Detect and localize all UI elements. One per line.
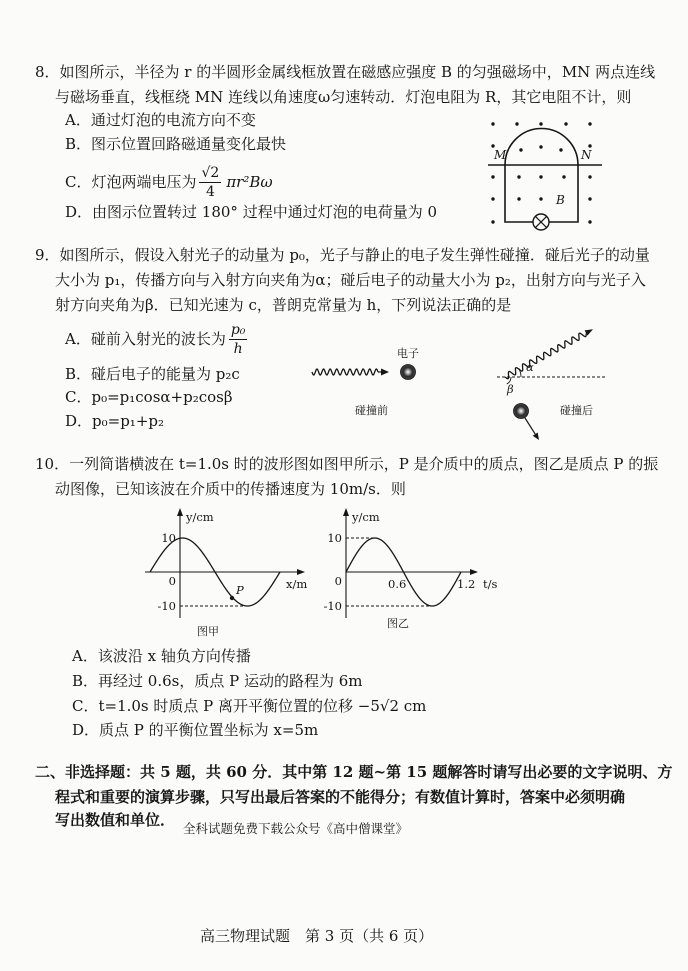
- field-dot: [517, 175, 520, 178]
- electron-after-icon: [514, 404, 529, 419]
- incident-photon-wave: [312, 369, 378, 375]
- q10-option-c: C．t=1.0s 时质点 P 离开平衡位置的位移 −5√2 cm: [72, 697, 427, 715]
- q9-stem-line-1: 9．如图所示，假设入射光子的动量为 p₀，光子与静止的电子发生弹性碰撞．碰后光子的动量: [35, 246, 650, 264]
- section-2-line-3: 写出数值和单位．: [55, 811, 176, 829]
- electron-label: 电子: [397, 347, 419, 360]
- q8-option-a: A．通过灯泡的电流方向不变: [65, 111, 256, 129]
- vibration-graph-figure-b: [315, 505, 505, 640]
- field-dot: [539, 122, 542, 125]
- fraction-numerator: √2: [201, 164, 220, 181]
- magnetic-field-diagram: [480, 110, 610, 240]
- photon-collision-diagram: [300, 315, 615, 450]
- q8-stem-line-2: 与磁场垂直，线框绕 MN 连线以角速度ω匀速转动．灯泡电阻为 R，其它电阻不计，则: [55, 88, 632, 106]
- origin-label: 0: [334, 574, 342, 588]
- field-dot: [588, 220, 591, 223]
- scattered-photon-wave: [505, 333, 586, 379]
- label-m: M: [494, 148, 507, 162]
- field-dot: [564, 122, 567, 125]
- q8-option-c: [65, 164, 273, 200]
- q8-option-d: D．由图示位置转过 180° 过程中通过灯泡的电荷量为 0: [65, 203, 438, 221]
- y-axis-label: y/cm: [352, 510, 380, 524]
- field-dot: [588, 197, 591, 200]
- q9-stem-line-3: 射方向夹角为β．已知光速为 c，普朗克常量为 h，下列说法正确的是: [55, 296, 512, 314]
- field-dot: [491, 197, 494, 200]
- y-min-label: -10: [323, 599, 342, 613]
- y-axis-arrow-icon: [177, 508, 183, 516]
- field-dot: [559, 148, 562, 151]
- field-dot: [491, 122, 494, 125]
- y-min-label: -10: [157, 599, 176, 613]
- y-max-label: 10: [327, 531, 342, 545]
- origin-label: 0: [168, 574, 176, 588]
- q9-option-d: D．p₀=p₁+p₂: [65, 412, 165, 430]
- q10-option-a: A．该波沿 x 轴负方向传播: [72, 647, 251, 665]
- q9-option-c: C．p₀=p₁cosα+p₂cosβ: [65, 388, 233, 406]
- section-2-line-1: 二、非选择题：共 5 题，共 60 分．其中第 12 题~第 15 题解答时请写出必要的文字说明、方: [35, 763, 673, 781]
- field-dot: [588, 122, 591, 125]
- q10-option-b: B．再经过 0.6s，质点 P 运动的路程为 6m: [72, 672, 363, 690]
- q10-option-d: D．质点 P 的平衡位置坐标为 x=5m: [72, 721, 319, 739]
- fraction-numerator: p₀: [230, 321, 246, 338]
- t-axis-label: t/s: [483, 577, 498, 591]
- q8-option-c-text: C．灯泡两端电压为: [65, 173, 197, 191]
- field-dot: [515, 122, 518, 125]
- field-dot: [588, 175, 591, 178]
- q9-option-b: B．碰后电子的能量为 p₂c: [65, 365, 240, 383]
- q9-option-a-text: A．碰前入射光的波长为: [65, 330, 226, 348]
- t-tick-label: 1.2: [457, 577, 476, 591]
- magnetic-field-dots: [491, 122, 591, 223]
- field-dot: [519, 148, 522, 151]
- q9-stem-line-2: 大小为 p₁，传播方向与入射方向夹角为α；碰后电子的动量大小为 p₂，出射方向与光子入: [55, 271, 646, 289]
- point-p-marker: [230, 596, 234, 600]
- after-caption: 碰撞后: [560, 404, 593, 417]
- lamp-icon: [533, 214, 549, 230]
- figure-b-caption: 图乙: [387, 617, 409, 630]
- alpha-label: α: [526, 360, 534, 374]
- section-2-line-2: 程式和重要的演算步骤，只写出最后答案的不能得分；有数值计算时，答案中必须明确: [55, 788, 626, 806]
- t-tick-label: 0.6: [388, 577, 407, 591]
- incident-photon-arrow-icon: [381, 369, 389, 376]
- field-dot: [539, 175, 542, 178]
- y-axis-arrow-icon: [343, 508, 349, 516]
- wave-graph-figure-a: [140, 505, 315, 640]
- field-dot: [491, 220, 494, 223]
- before-caption: 碰撞前: [355, 404, 388, 417]
- figure-a-caption: 图甲: [197, 625, 219, 638]
- q9-option-a: [65, 321, 252, 357]
- alpha-angle-arc: [519, 368, 521, 377]
- label-b: B: [556, 193, 565, 207]
- q8-option-b: B．图示位置回路磁通量变化最快: [65, 135, 287, 153]
- voltage-fraction: [199, 165, 221, 200]
- y-max-label: 10: [161, 531, 176, 545]
- field-dot: [562, 175, 565, 178]
- field-dot: [539, 197, 542, 200]
- beta-label: β: [507, 382, 514, 396]
- x-axis-label: x/m: [286, 577, 308, 591]
- q8-option-c-formula: πr²Bω: [226, 173, 273, 191]
- q10-stem-line-1: 10．一列简谐横波在 t=1.0s 时的波形图如图甲所示，P 是介质中的质点，图乙是质点 P 的振: [35, 455, 659, 473]
- label-n: N: [581, 148, 592, 162]
- field-dot: [517, 197, 520, 200]
- q8-stem-line-1: 8．如图所示，半径为 r 的半圆形金属线框放置在磁感应强度 B 的匀强磁场中，MN 两点连线: [35, 63, 656, 81]
- point-p-label: P: [236, 583, 244, 597]
- y-axis-label: y/cm: [186, 510, 214, 524]
- field-dot: [491, 175, 494, 178]
- electron-arrow-icon: [533, 433, 539, 441]
- fraction-denominator: h: [233, 340, 243, 357]
- q10-stem-line-2: 动图像，已知该波在介质中的传播速度为 10m/s．则: [55, 480, 406, 498]
- download-note: 全科试题免费下载公众号《高中僧课堂》: [183, 821, 409, 836]
- electron-direction-line: [525, 418, 535, 434]
- electron-before-icon: [401, 365, 416, 380]
- page-footer: 高三物理试题 第 3 页（共 6 页）: [200, 927, 434, 945]
- x-axis-arrow-icon: [297, 569, 305, 575]
- t-axis-arrow-icon: [470, 569, 478, 575]
- field-dot: [539, 145, 542, 148]
- wavelength-fraction: [229, 322, 248, 357]
- fraction-denominator: 4: [205, 183, 215, 200]
